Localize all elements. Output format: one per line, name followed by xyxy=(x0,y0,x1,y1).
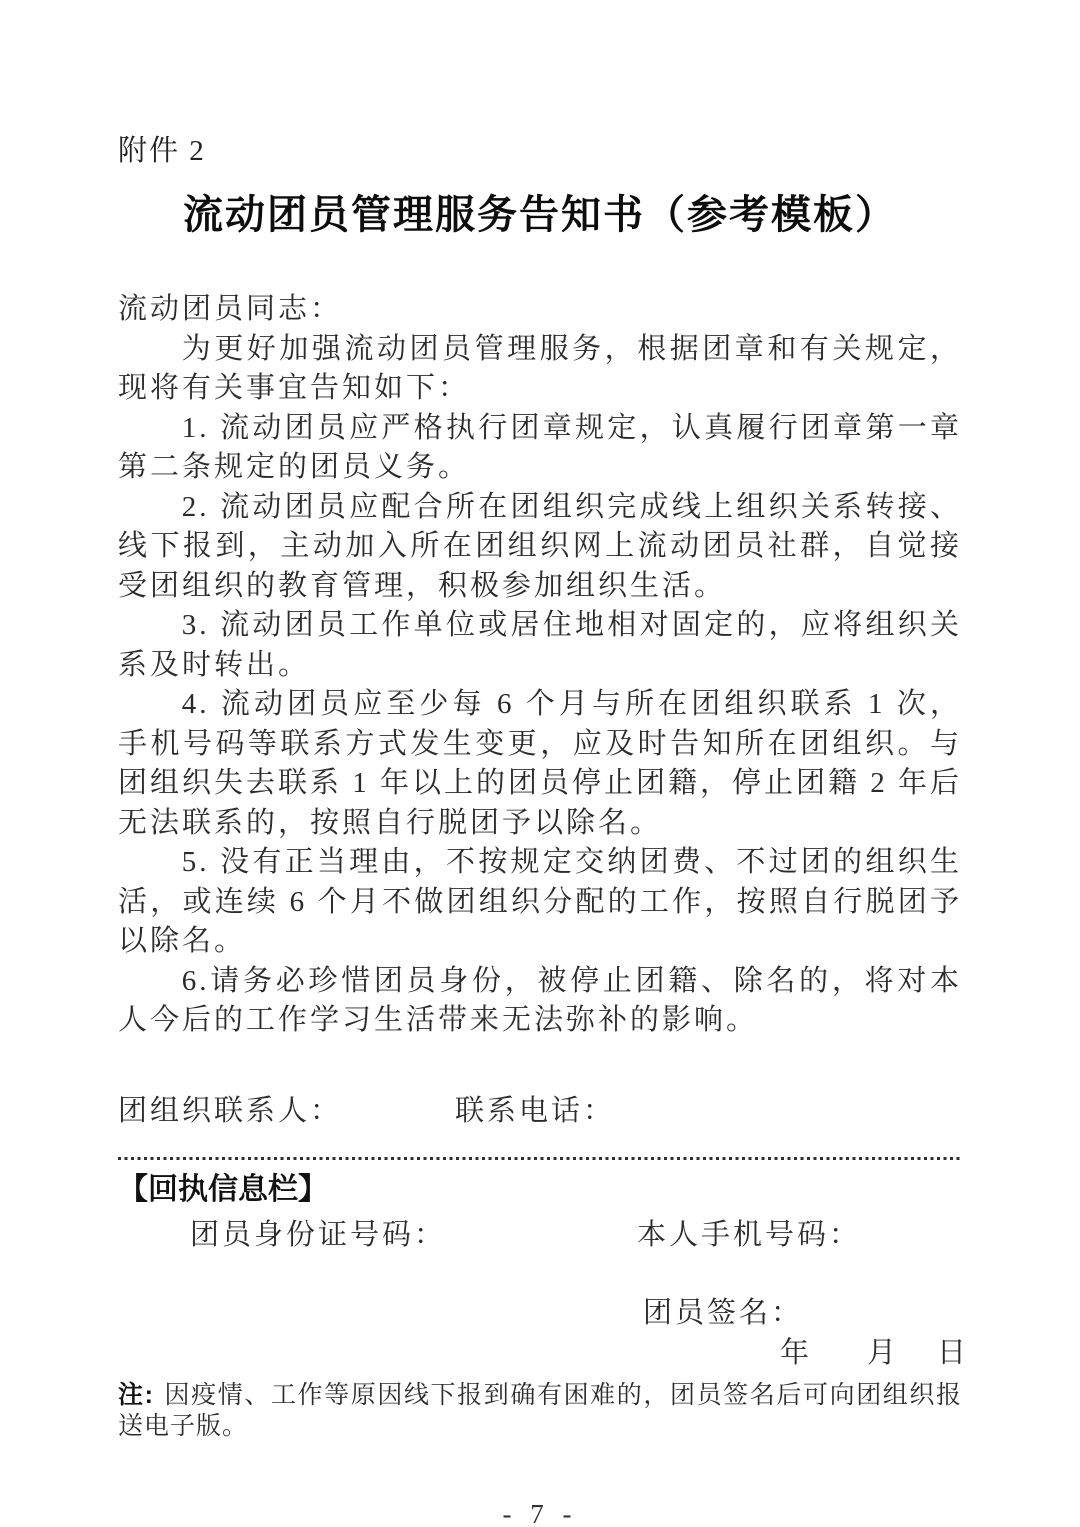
date-day-label: 日 xyxy=(937,1336,967,1369)
member-id-label: 团员身份证号码： xyxy=(190,1218,447,1251)
paragraph-intro: 为更好加强流动团员管理服务，根据团章和有关规定，现将有关事宜告知如下： xyxy=(118,332,962,404)
footnote-text: 因疫情、工作等原因线下报到确有困难的，团员签名后可向团组织报送电子版。 xyxy=(118,1381,962,1440)
paragraph-item-6: 6.请务必珍惜团员身份，被停止团籍、除名的，将对本人今后的工作学习生活带来无法弥补的影响。 xyxy=(118,964,962,1036)
signature-label: 团员签名： xyxy=(643,1296,804,1329)
mobile-number-label: 本人手机号码： xyxy=(637,1218,862,1251)
contact-row xyxy=(118,1091,962,1131)
paragraph-item-2: 2. 流动团员应配合所在团组织完成线上组织关系转接、线下报到，主动加入所在团组织网上流动团员社群，自觉接受团组织的教育管理，积极参加组织生活。 xyxy=(118,490,962,602)
receipt-fields-row xyxy=(118,1215,962,1255)
contact-person-label: 团组织联系人： xyxy=(118,1094,343,1127)
document-body xyxy=(118,290,967,1527)
paragraph-item-3: 3. 流动团员工作单位或居住地相对固定的，应将组织关系及时转出。 xyxy=(118,609,962,681)
document-title: 流动团员管理服务告知书（参考模板） xyxy=(183,192,897,237)
paragraph-item-5: 5. 没有正当理由，不按规定交纳团费、不过团的组织生活，或连续 6 个月不做团组织分配的工作，按照自行脱团予以除名。 xyxy=(118,846,962,957)
contact-phone-label: 联系电话： xyxy=(455,1094,616,1127)
footnote xyxy=(118,1380,962,1442)
date-month-label: 月 xyxy=(867,1336,897,1369)
salutation: 流动团员同志： xyxy=(118,293,343,325)
signature-row xyxy=(118,1293,962,1333)
page-number: - 7 - xyxy=(502,1498,578,1527)
paragraph-item-4: 4. 流动团员应至少每 6 个月与所在团组织联系 1 次，手机号码等联系方式发生变更，应及时告知所在团组织。与团组织失去联系 1 年以上的团员停止团籍，停止团籍 2 年后无法联系的，按照自行脱团予以除名。 xyxy=(118,688,963,839)
paragraph-item-1: 1. 流动团员应严格执行团章规定，认真履行团章第一章第二条规定的团员义务。 xyxy=(118,411,962,483)
date-row xyxy=(118,1333,967,1373)
attachment-label: 附件 2 xyxy=(118,135,206,167)
dotted-separator xyxy=(118,1157,962,1160)
notice-paragraphs xyxy=(118,330,962,1041)
receipt-section-title: 【回执信息栏】 xyxy=(118,1172,328,1206)
date-year-label: 年 xyxy=(780,1336,810,1369)
footnote-label: 注: xyxy=(118,1380,154,1409)
